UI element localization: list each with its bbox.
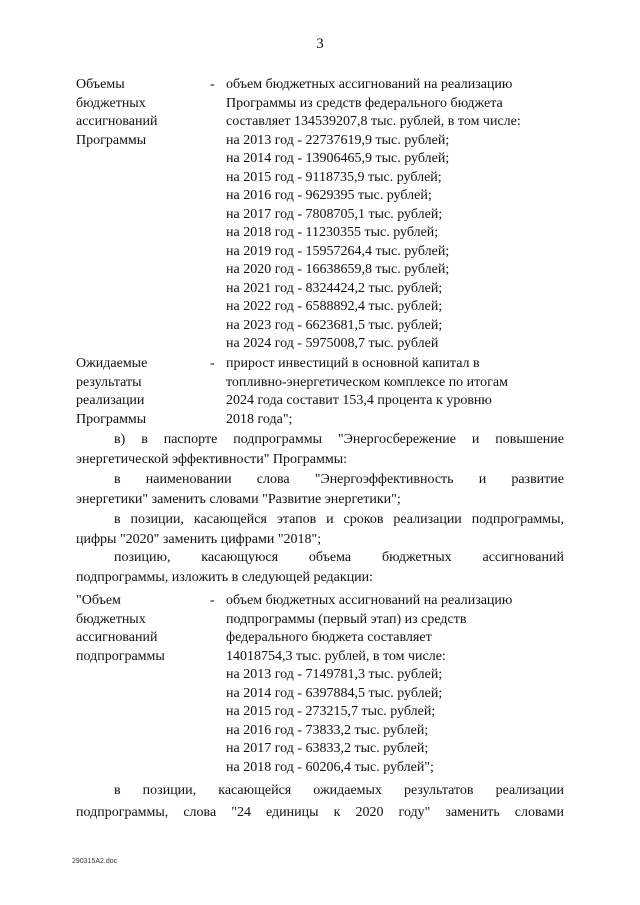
text-line: в позиции, касающейся этапов и сроков реализации подпрограммы, xyxy=(114,512,564,527)
value-line: составляет 134539207,8 тыс. рублей, в том числе: xyxy=(226,114,521,129)
label-line: результаты xyxy=(76,374,142,390)
value-line: на 2017 год - 63833,2 тыс. рублей; xyxy=(226,741,429,756)
text-line: подпрограммы, изложить в следующей редакции: xyxy=(76,570,374,585)
text-line: энергетики" заменить словами "Развитие энергетики"; xyxy=(76,492,401,507)
expected-results-row xyxy=(76,355,566,435)
label-line: Программы xyxy=(76,411,147,427)
page-number: 3 xyxy=(316,36,324,52)
value-line: на 2016 год - 9629395 тыс. рублей; xyxy=(226,188,432,203)
document-code: 290315A2.doc xyxy=(72,858,118,865)
row-value xyxy=(226,76,566,354)
value-line: объем бюджетных ассигнований на реализацию xyxy=(226,593,513,608)
value-line: Программы из средств федерального бюджета xyxy=(226,95,503,111)
amendment-paragraph xyxy=(76,430,564,470)
text-line: в наименовании слова "Энергоэффективность и развитие xyxy=(114,472,564,487)
value-line: 2018 года"; xyxy=(226,411,293,427)
row-label xyxy=(76,76,206,150)
label-line: ассигнований xyxy=(76,114,158,129)
label-line: Ожидаемые xyxy=(76,356,148,371)
value-line: прирост инвестиций в основной капитал в xyxy=(226,356,480,371)
row-value xyxy=(226,355,566,429)
row-label xyxy=(76,592,206,666)
text-line: энергетической эффективности" Программы: xyxy=(76,452,347,467)
budget-program-row xyxy=(76,76,566,356)
label-line: бюджетных xyxy=(76,95,146,111)
text-line: в позиции, касающейся ожидаемых результатов реализации xyxy=(114,783,564,798)
value-line: на 2022 год - 6588892,4 тыс. рублей; xyxy=(226,299,443,314)
value-line: федерального бюджета составляет xyxy=(226,630,432,645)
value-line: топливно-энергетическом комплексе по итогам xyxy=(226,374,508,390)
value-line: на 2024 год - 5975008,7 тыс. рублей xyxy=(226,336,439,351)
budget-subprogram-row xyxy=(76,592,566,782)
label-line: подпрограммы xyxy=(76,648,165,664)
value-line: на 2021 год - 8324424,2 тыс. рублей; xyxy=(226,280,443,296)
amendment-paragraph xyxy=(76,470,564,510)
text-line: подпрограммы, слова "24 единицы к 2020 году" заменить словами xyxy=(76,805,564,820)
row-dash: - xyxy=(210,593,215,608)
value-line: на 2020 год - 16638659,8 тыс. рублей; xyxy=(226,262,450,277)
amendment-paragraph xyxy=(76,548,564,588)
label-line: Объемы xyxy=(76,77,125,92)
amendment-paragraph xyxy=(76,510,564,550)
amendment-paragraph xyxy=(76,780,564,824)
label-line: ассигнований xyxy=(76,630,158,645)
value-line: на 2015 год - 9118735,9 тыс. рублей; xyxy=(226,169,442,185)
value-line: на 2018 год - 11230355 тыс. рублей; xyxy=(226,225,439,240)
row-value xyxy=(226,592,566,777)
value-line: на 2014 год - 6397884,5 тыс. рублей; xyxy=(226,685,443,701)
value-line: на 2019 год - 15957264,4 тыс. рублей; xyxy=(226,243,450,259)
value-line: на 2014 год - 13906465,9 тыс. рублей; xyxy=(226,151,450,166)
label-line: Программы xyxy=(76,132,147,148)
value-line: на 2013 год - 22737619,9 тыс. рублей; xyxy=(226,132,450,148)
row-label xyxy=(76,355,206,429)
value-line: объем бюджетных ассигнований на реализацию xyxy=(226,77,513,92)
label-line: реализации xyxy=(76,393,145,408)
text-line: в) в паспорте подпрограммы "Энергосбережение и повышение xyxy=(114,432,564,447)
text-line: позицию, касающуюся объема бюджетных ассигнований xyxy=(114,550,564,565)
value-line: 14018754,3 тыс. рублей, в том числе: xyxy=(226,648,446,664)
value-line: подпрограммы (первый этап) из средств xyxy=(226,611,467,627)
label-line: "Объем xyxy=(76,593,121,608)
value-line: на 2016 год - 73833,2 тыс. рублей; xyxy=(226,722,429,738)
value-line: на 2013 год - 7149781,3 тыс. рублей; xyxy=(226,667,443,682)
value-line: 2024 года составит 153,4 процента к уровню xyxy=(226,393,492,408)
label-line: бюджетных xyxy=(76,611,146,627)
value-line: на 2023 год - 6623681,5 тыс. рублей; xyxy=(226,317,443,333)
value-line: на 2018 год - 60206,4 тыс. рублей"; xyxy=(226,759,434,775)
text-line: цифры "2020" заменить цифрами "2018"; xyxy=(76,532,322,547)
row-dash: - xyxy=(210,77,215,92)
row-dash: - xyxy=(210,356,215,371)
value-line: на 2015 год - 273215,7 тыс. рублей; xyxy=(226,704,436,719)
value-line: на 2017 год - 7808705,1 тыс. рублей; xyxy=(226,206,443,222)
